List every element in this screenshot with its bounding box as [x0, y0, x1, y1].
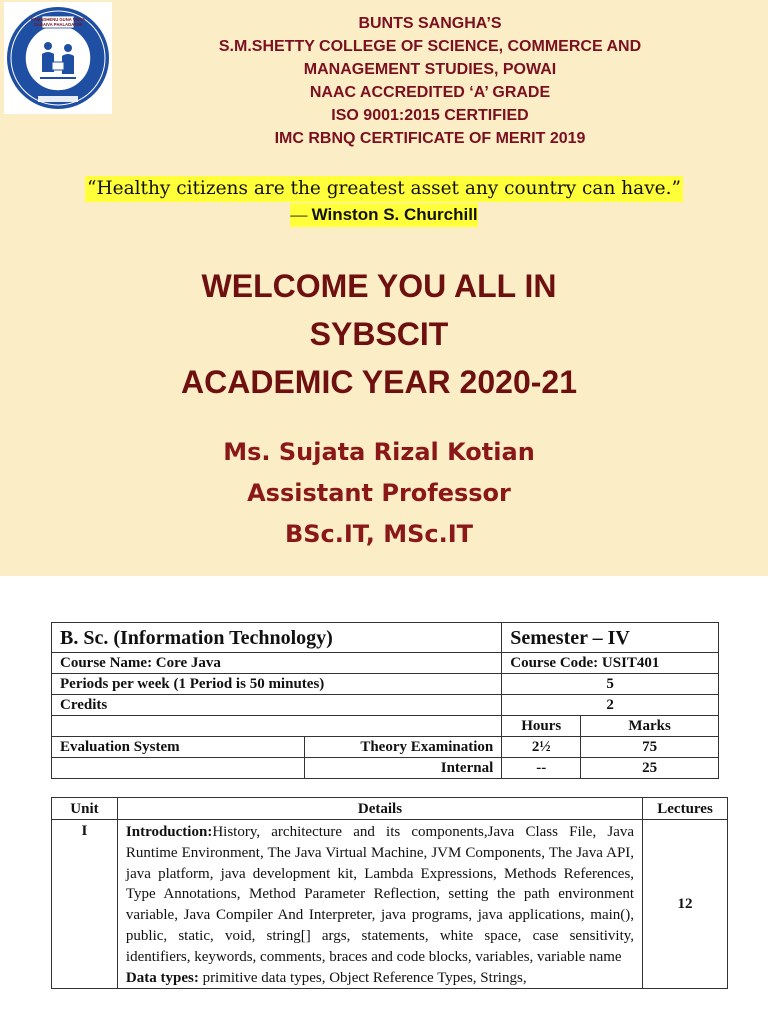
table-header-row: [52, 798, 728, 820]
credits-value: 2: [502, 695, 719, 716]
lecture-count: 12: [643, 820, 728, 989]
periods-label: Periods per week (1 Period is 50 minutes): [52, 674, 502, 695]
program-name: B. Sc. (Information Technology): [52, 623, 502, 653]
course-info-table: [51, 622, 719, 779]
college-logo: [4, 2, 112, 114]
welcome-title: [0, 262, 758, 406]
course-code: Course Code: USIT401: [502, 653, 719, 674]
presenter-info: [0, 432, 758, 555]
table-row: [52, 623, 719, 653]
presenter-name: Ms. Sujata Rizal Kotian: [223, 438, 535, 466]
header-line: NAAC ACCREDITED ‘A’ GRADE: [309, 84, 551, 101]
svg-text:SADAIVA PHALADAYINI: SADAIVA PHALADAYINI: [34, 22, 82, 27]
empty-cell: [52, 758, 305, 779]
unit-header: Unit: [52, 798, 118, 820]
periods-value: 5: [502, 674, 719, 695]
theory-marks: 75: [581, 737, 719, 758]
datatypes-text: primitive data types, Object Reference Types, Strings,: [198, 969, 527, 986]
college-header: [110, 12, 750, 150]
table-row: [52, 695, 719, 716]
header-line: MANAGEMENT STUDIES, POWAI: [303, 61, 557, 78]
datatypes-heading: Data types:: [125, 969, 199, 986]
presenter-title: Assistant Professor: [247, 479, 511, 507]
theory-label: Theory Examination: [304, 737, 502, 758]
intro-heading: Introduction:: [125, 824, 213, 840]
welcome-line: SYBSCIT: [309, 316, 449, 352]
syllabus-slide: [0, 576, 768, 1024]
intro-text: History, architecture and its components,Java Class File, Java Runtime Environment, The Java Virtual Machine, JVM Components, The Java API, java platform, java development kit, Lambda Expressions, Methods References, Type Annotations, Method Parameter Reflection, setting the path environment variable, Java Compiler And Interpreter, java programs, java applications, main(), public, static, void, string[] args, statements, white space, case sensitivity, identifiers, keywords, comments, braces and code blocks, variables, variable name: [125, 824, 635, 965]
lectures-header: Lectures: [643, 798, 728, 820]
quote-author-name: Winston S. Churchill: [311, 205, 478, 224]
unit-number: I: [52, 820, 118, 989]
svg-text:KAMADHENU GUNA VIDYA: KAMADHENU GUNA VIDYA: [30, 17, 86, 22]
theory-hours: 2½: [502, 737, 581, 758]
table-row: [52, 674, 719, 695]
table-row: [52, 820, 728, 989]
unit-details-table: [51, 797, 728, 989]
credits-label: Credits: [52, 695, 502, 716]
quote-text: “Healthy citizens are the greatest asset any country can have.”: [85, 176, 683, 202]
hours-header: Hours: [502, 716, 581, 737]
internal-label: Internal: [304, 758, 502, 779]
internal-marks: 25: [581, 758, 719, 779]
course-name: Course Name: Core Java: [52, 653, 502, 674]
presenter-degree: BSc.IT, MSc.IT: [284, 520, 474, 548]
quote-dash: —: [290, 205, 312, 224]
semester: Semester – IV: [502, 623, 719, 653]
table-row: [52, 737, 719, 758]
empty-cell: [52, 716, 502, 737]
unit-details: [117, 820, 642, 989]
marks-header: Marks: [581, 716, 719, 737]
internal-hours: --: [502, 758, 581, 779]
details-header: Details: [117, 798, 642, 820]
quote-author: [290, 203, 477, 227]
header-line: BUNTS SANGHA’S: [358, 15, 502, 32]
table-row: [52, 716, 719, 737]
welcome-line: WELCOME YOU ALL IN: [201, 268, 557, 304]
header-line: ISO 9001:2015 CERTIFIED: [331, 107, 529, 124]
table-row: [52, 758, 719, 779]
header-line: S.M.SHETTY COLLEGE OF SCIENCE, COMMERCE AND: [218, 38, 642, 55]
header-line: IMC RBNQ CERTIFICATE OF MERIT 2019: [274, 130, 586, 147]
evaluation-label: Evaluation System: [52, 737, 305, 758]
table-row: [52, 653, 719, 674]
welcome-line: ACADEMIC YEAR 2020-21: [181, 364, 577, 400]
quote: [0, 176, 768, 227]
